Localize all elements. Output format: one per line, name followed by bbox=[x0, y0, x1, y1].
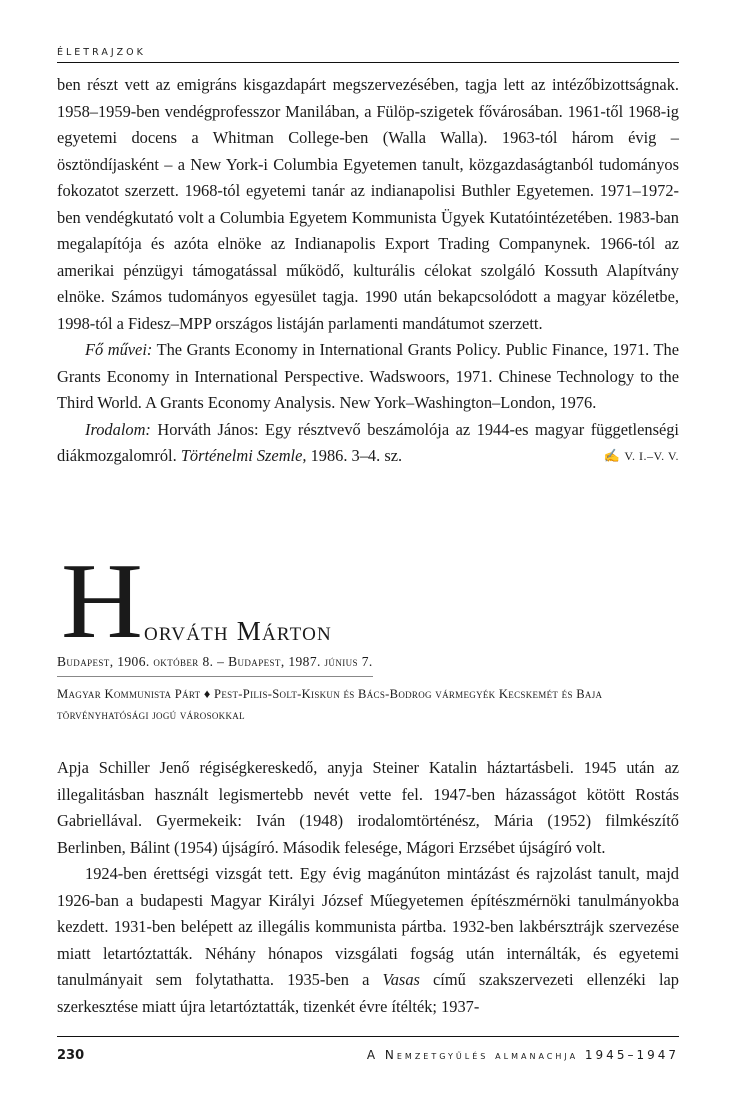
works-paragraph bbox=[57, 337, 679, 417]
career-paragraph bbox=[57, 861, 679, 1020]
literature-label: Irodalom: bbox=[85, 419, 151, 439]
party-constituency: Magyar Kommunista Párt ♦ Pest-Pilis-Solt-Kiskun és Bács-Bodrog vármegyék Kecskemét és Baja törvényhatósági jogú városokkal bbox=[57, 687, 603, 722]
family-paragraph: Apja Schiller Jenő régiségkereskedő, anyja Steiner Katalin háztartásbeli. 1945 után az illegalitásban használt legismertebb nevét vette fel. 1947-ben házasságot kötött Rostás Gabriellával. Gyermekeik: Iván (1948) irodalomtörténész, Mária (1952) filmkészítő Berlinben, Bálint (1954) újságíró. Második felesége, Mágori Erzsébet újságíró volt. bbox=[57, 758, 679, 857]
running-head: ÉLETRAJZOK bbox=[57, 47, 146, 58]
writing-hand-icon: ✍ bbox=[603, 448, 621, 463]
dropcap-initial: H bbox=[61, 542, 143, 661]
works-text: The Grants Economy in International Grants Policy. Public Finance, 1971. The Grants Economy in International Perspective. Wadswoors, 1971. Chinese Technology to the Third World. A Grants Economy Analysis. New York–Washington–London, 1976. bbox=[57, 340, 679, 412]
literature-issue: 1986. 3–4. sz. bbox=[306, 446, 403, 465]
author-signature bbox=[576, 443, 679, 470]
entry-body bbox=[57, 755, 679, 1020]
page-number: 230 bbox=[57, 1048, 85, 1063]
works-label: Fő művei: bbox=[85, 340, 153, 359]
header-rule bbox=[57, 62, 679, 63]
biography-paragraph: ben részt vett az emigráns kisgazdapárt megszervezésében, tagja lett az intézőbizottságnak. 1958–1959-ben vendégprofesszor Manilában, a Fülöp-szigetek fővárosában. 1961-től 1968-ig egyetemi docens a Whitman College-ben (Walla Walla). 1963-tól három évig – ösztöndíjasként – a New York-i Columbia Egyetemen tanult, közgazdaságtanból tudományos fokozatot szerzett. 1968-tól egyetemi tanár az indianapolisi Buthler Egyetemen. 1971–1972-ben vendégkutató volt a Columbia Egyetem Kommunista Ügyek Kutatóintézetében. 1983-ban megalapítója és azóta elnöke az Indianapolis Export Trading Companynek. 1966-tól az amerikai pénzügyi támogatással működő, kulturális célokat szolgáló Kossuth Alapítvány elnöke. Számos tudományos egyesület tagja. 1990 után bekapcsolódott a magyar közéletbe, 1998-tól a Fidesz–MPP országos listáján parlamenti mandátumot szerzett. bbox=[57, 75, 679, 333]
signature-initials: V. I.–V. V. bbox=[624, 449, 679, 463]
birth-death-dates: Budapest, 1906. október 8. – Budapest, 1987. június 7. bbox=[57, 654, 373, 669]
footer-rule bbox=[57, 1036, 679, 1037]
newspaper-title: Vasas bbox=[382, 970, 420, 989]
book-title: A Nemzetgyűlés almanachja 1945–1947 bbox=[366, 1048, 679, 1062]
career-text: 1924-ben érettségi vizsgát tett. Egy évig magánúton mintázást és rajzolást tanult, majd 1926-ban a budapesti Magyar Királyi József Műegyetemen építészmérnöki tanulmányokba kezdett. 1931-ben belépett az illegális kommunista pártba. 1932-ben lakbérsztrájk szervezése miatt letartóztatták. Néhány hónapos vizsgálati fogság után internálták, és egyetemi tanulmányait sem folytathatta. 1935-ben a bbox=[57, 864, 679, 989]
previous-entry-continuation bbox=[57, 72, 679, 470]
literature-paragraph bbox=[57, 417, 679, 470]
career-text-cont: című szakszervezeti ellenzéki lap szerkesztése miatt újra letartóztatták, tizenkét évre ítélték; 1937- bbox=[57, 970, 679, 1016]
journal-title: Történelmi Szemle, bbox=[180, 446, 307, 465]
literature-text: Horváth János: Egy résztvevő beszámolója az 1944-es magyar függetlenségi diákmozgalomról. bbox=[57, 419, 679, 465]
entry-name: orváth Márton bbox=[144, 616, 332, 646]
heading-rule bbox=[57, 676, 373, 677]
